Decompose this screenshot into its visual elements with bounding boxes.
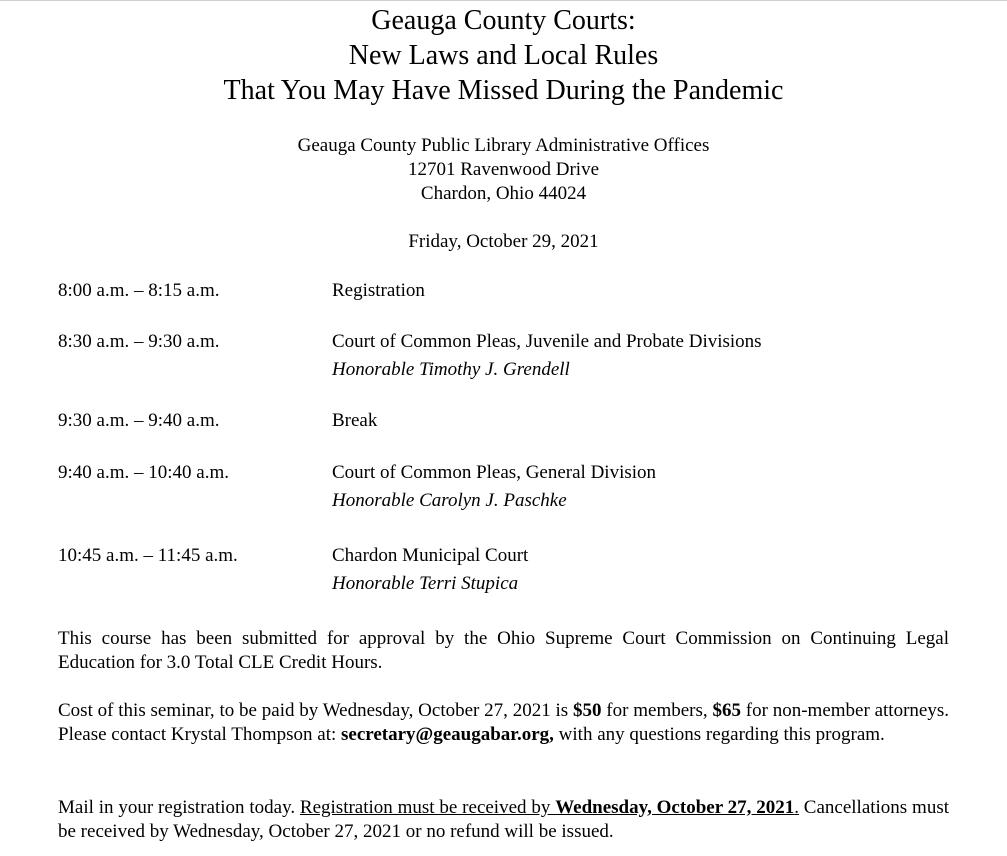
venue-block — [0, 134, 1007, 206]
schedule-event — [332, 542, 528, 598]
member-text: for members, — [601, 700, 713, 721]
schedule-presenter: Honorable Timothy J. Grendell — [332, 359, 570, 380]
nonmember-price: $65 — [712, 700, 741, 721]
cost-paragraph — [58, 699, 949, 747]
venue-name: Geauga County Public Library Administrative Offices — [297, 135, 710, 156]
top-border — [0, 0, 1007, 1]
schedule-event — [332, 328, 762, 384]
schedule-event-title: Registration — [332, 280, 425, 301]
schedule-presenter: Honorable Terri Stupica — [332, 573, 519, 594]
schedule-event-title: Court of Common Pleas, General Division — [332, 462, 657, 483]
venue-city: Chardon, Ohio 44024 — [420, 183, 587, 204]
schedule-event — [332, 277, 425, 305]
schedule-time: 8:00 a.m. – 8:15 a.m. — [58, 280, 220, 301]
schedule-presenter: Honorable Carolyn J. Paschke — [332, 490, 567, 511]
schedule-event-title: Chardon Municipal Court — [332, 545, 529, 566]
registration-paragraph — [58, 796, 949, 844]
nonmember-text: for non-member attorneys. Please contact Krystal Thompson at: — [58, 700, 949, 745]
schedule-time: 10:45 a.m. – 11:45 a.m. — [58, 545, 238, 566]
venue-street: 12701 Ravenwood Drive — [407, 159, 600, 180]
schedule-time: 8:30 a.m. – 9:30 a.m. — [58, 331, 220, 352]
registration-deadline-date: Wednesday, October 27, 2021 — [555, 797, 795, 818]
registration-deadline-text: Registration must be received by — [299, 797, 556, 818]
cle-approval-note: This course has been submitted for approval by the Ohio Supreme Court Commission on Continuing Legal Education for 3.0 Total CLE Credit Hours. — [58, 628, 949, 673]
schedule-time: 9:30 a.m. – 9:40 a.m. — [58, 410, 220, 431]
member-price: $50 — [573, 700, 602, 721]
title-line-3: That You May Have Missed During the Pandemic — [223, 75, 784, 106]
title-line-2: New Laws and Local Rules — [348, 40, 659, 71]
registration-deadline — [300, 797, 799, 818]
event-date: Friday, October 29, 2021 — [408, 231, 599, 252]
registration-intro: Mail in your registration today. — [58, 797, 300, 818]
cost-outro: with any questions regarding this program. — [553, 724, 885, 745]
schedule-event-title: Break — [332, 410, 378, 431]
contact-email: secretary@geaugabar.org, — [341, 724, 554, 745]
registration-deadline-end: . — [794, 797, 799, 818]
schedule-event-title: Court of Common Pleas, Juvenile and Probate Divisions — [332, 331, 762, 352]
title-line-1: Geauga County Courts: — [371, 5, 636, 36]
schedule-event — [332, 407, 377, 435]
document-title — [0, 3, 1007, 108]
cost-intro: Cost of this seminar, to be paid by Wednesday, October 27, 2021 is — [58, 700, 573, 721]
schedule-event — [332, 459, 656, 515]
schedule-time: 9:40 a.m. – 10:40 a.m. — [58, 462, 229, 483]
cancellation-note: Cancellations must be received by Wednesday, October 27, 2021 or no refund will be issued. — [58, 797, 949, 842]
